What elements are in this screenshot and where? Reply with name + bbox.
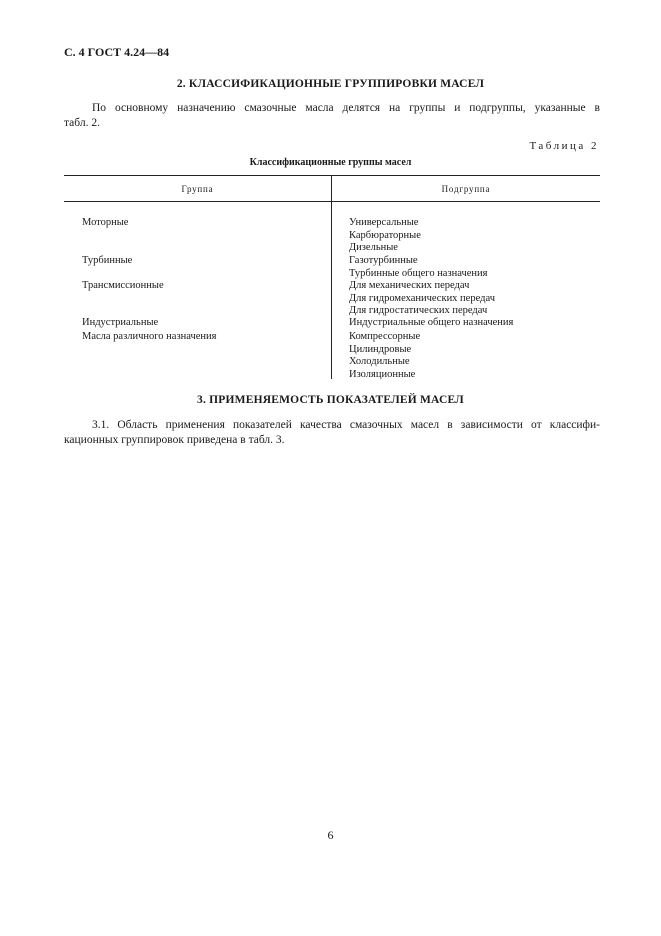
section-2-paragraph-line-1: По основному назначению смазочные масла делятся на группы и подгруппы, указанные в bbox=[92, 102, 600, 114]
subgroup-item: Холодильные bbox=[349, 356, 410, 367]
section-3-paragraph bbox=[64, 418, 600, 448]
subgroup-item: Универсальные bbox=[349, 217, 419, 228]
subgroup-item: Турбинные общего назначения bbox=[349, 267, 488, 279]
section-3-title: 3. ПРИМЕНЯЕМОСТЬ ПОКАЗАТЕЛЕЙ МАСЕЛ bbox=[197, 394, 464, 406]
table-row-subgroups bbox=[349, 280, 495, 318]
subgroup-item: Карбюраторные bbox=[349, 229, 421, 241]
table-title: Классификационные группы масел bbox=[249, 157, 412, 168]
subgroup-item: Компрессорные bbox=[349, 331, 421, 342]
table-row-subgroups bbox=[349, 217, 421, 255]
table-row-group: Индустриальные bbox=[82, 317, 159, 328]
subgroup-item: Для гидромеханических передач bbox=[349, 292, 495, 304]
table-row-group: Турбинные bbox=[82, 255, 133, 266]
subgroup-item: Дизельные bbox=[349, 242, 398, 253]
page-header: С. 4 ГОСТ 4.24—84 bbox=[64, 45, 170, 59]
section-3-paragraph-line-2: кационных группировок приведена в табл. 3. bbox=[64, 434, 285, 446]
table-row-group: Масла различного назначения bbox=[82, 331, 217, 342]
table-row-group: Моторные bbox=[82, 217, 129, 228]
subgroup-item: Газотурбинные bbox=[349, 255, 418, 266]
table-label: Таблица 2 bbox=[529, 140, 599, 152]
subgroup-item: Для механических передач bbox=[349, 280, 470, 291]
section-2-paragraph-line-2: табл. 2. bbox=[64, 117, 100, 129]
section-2-paragraph bbox=[64, 101, 600, 131]
subgroup-item: Для гидростатических передач bbox=[349, 305, 488, 316]
section-3-paragraph-line-1: 3.1. Область применения показателей качества смазочных масел в зависимости от классифи- bbox=[92, 419, 600, 431]
table-row-group: Трансмиссионные bbox=[82, 280, 164, 291]
table-row-subgroups bbox=[349, 331, 420, 381]
table-column-divider bbox=[331, 175, 332, 379]
section-2-title: 2. КЛАССИФИКАЦИОННЫЕ ГРУППИРОВКИ МАСЕЛ bbox=[176, 78, 485, 90]
table-top-rule bbox=[64, 175, 600, 176]
subgroup-item: Индустриальные общего назначения bbox=[349, 317, 514, 328]
column-header-subgroup: Подгруппа bbox=[441, 184, 491, 194]
table-row-subgroups bbox=[349, 317, 513, 330]
subgroup-item: Цилиндровые bbox=[349, 343, 412, 355]
subgroup-item: Изоляционные bbox=[349, 368, 416, 380]
table-header-rule bbox=[64, 201, 600, 202]
column-header-group: Группа bbox=[181, 184, 214, 194]
table-row-subgroups bbox=[349, 255, 487, 280]
page-number: 6 bbox=[327, 828, 334, 842]
